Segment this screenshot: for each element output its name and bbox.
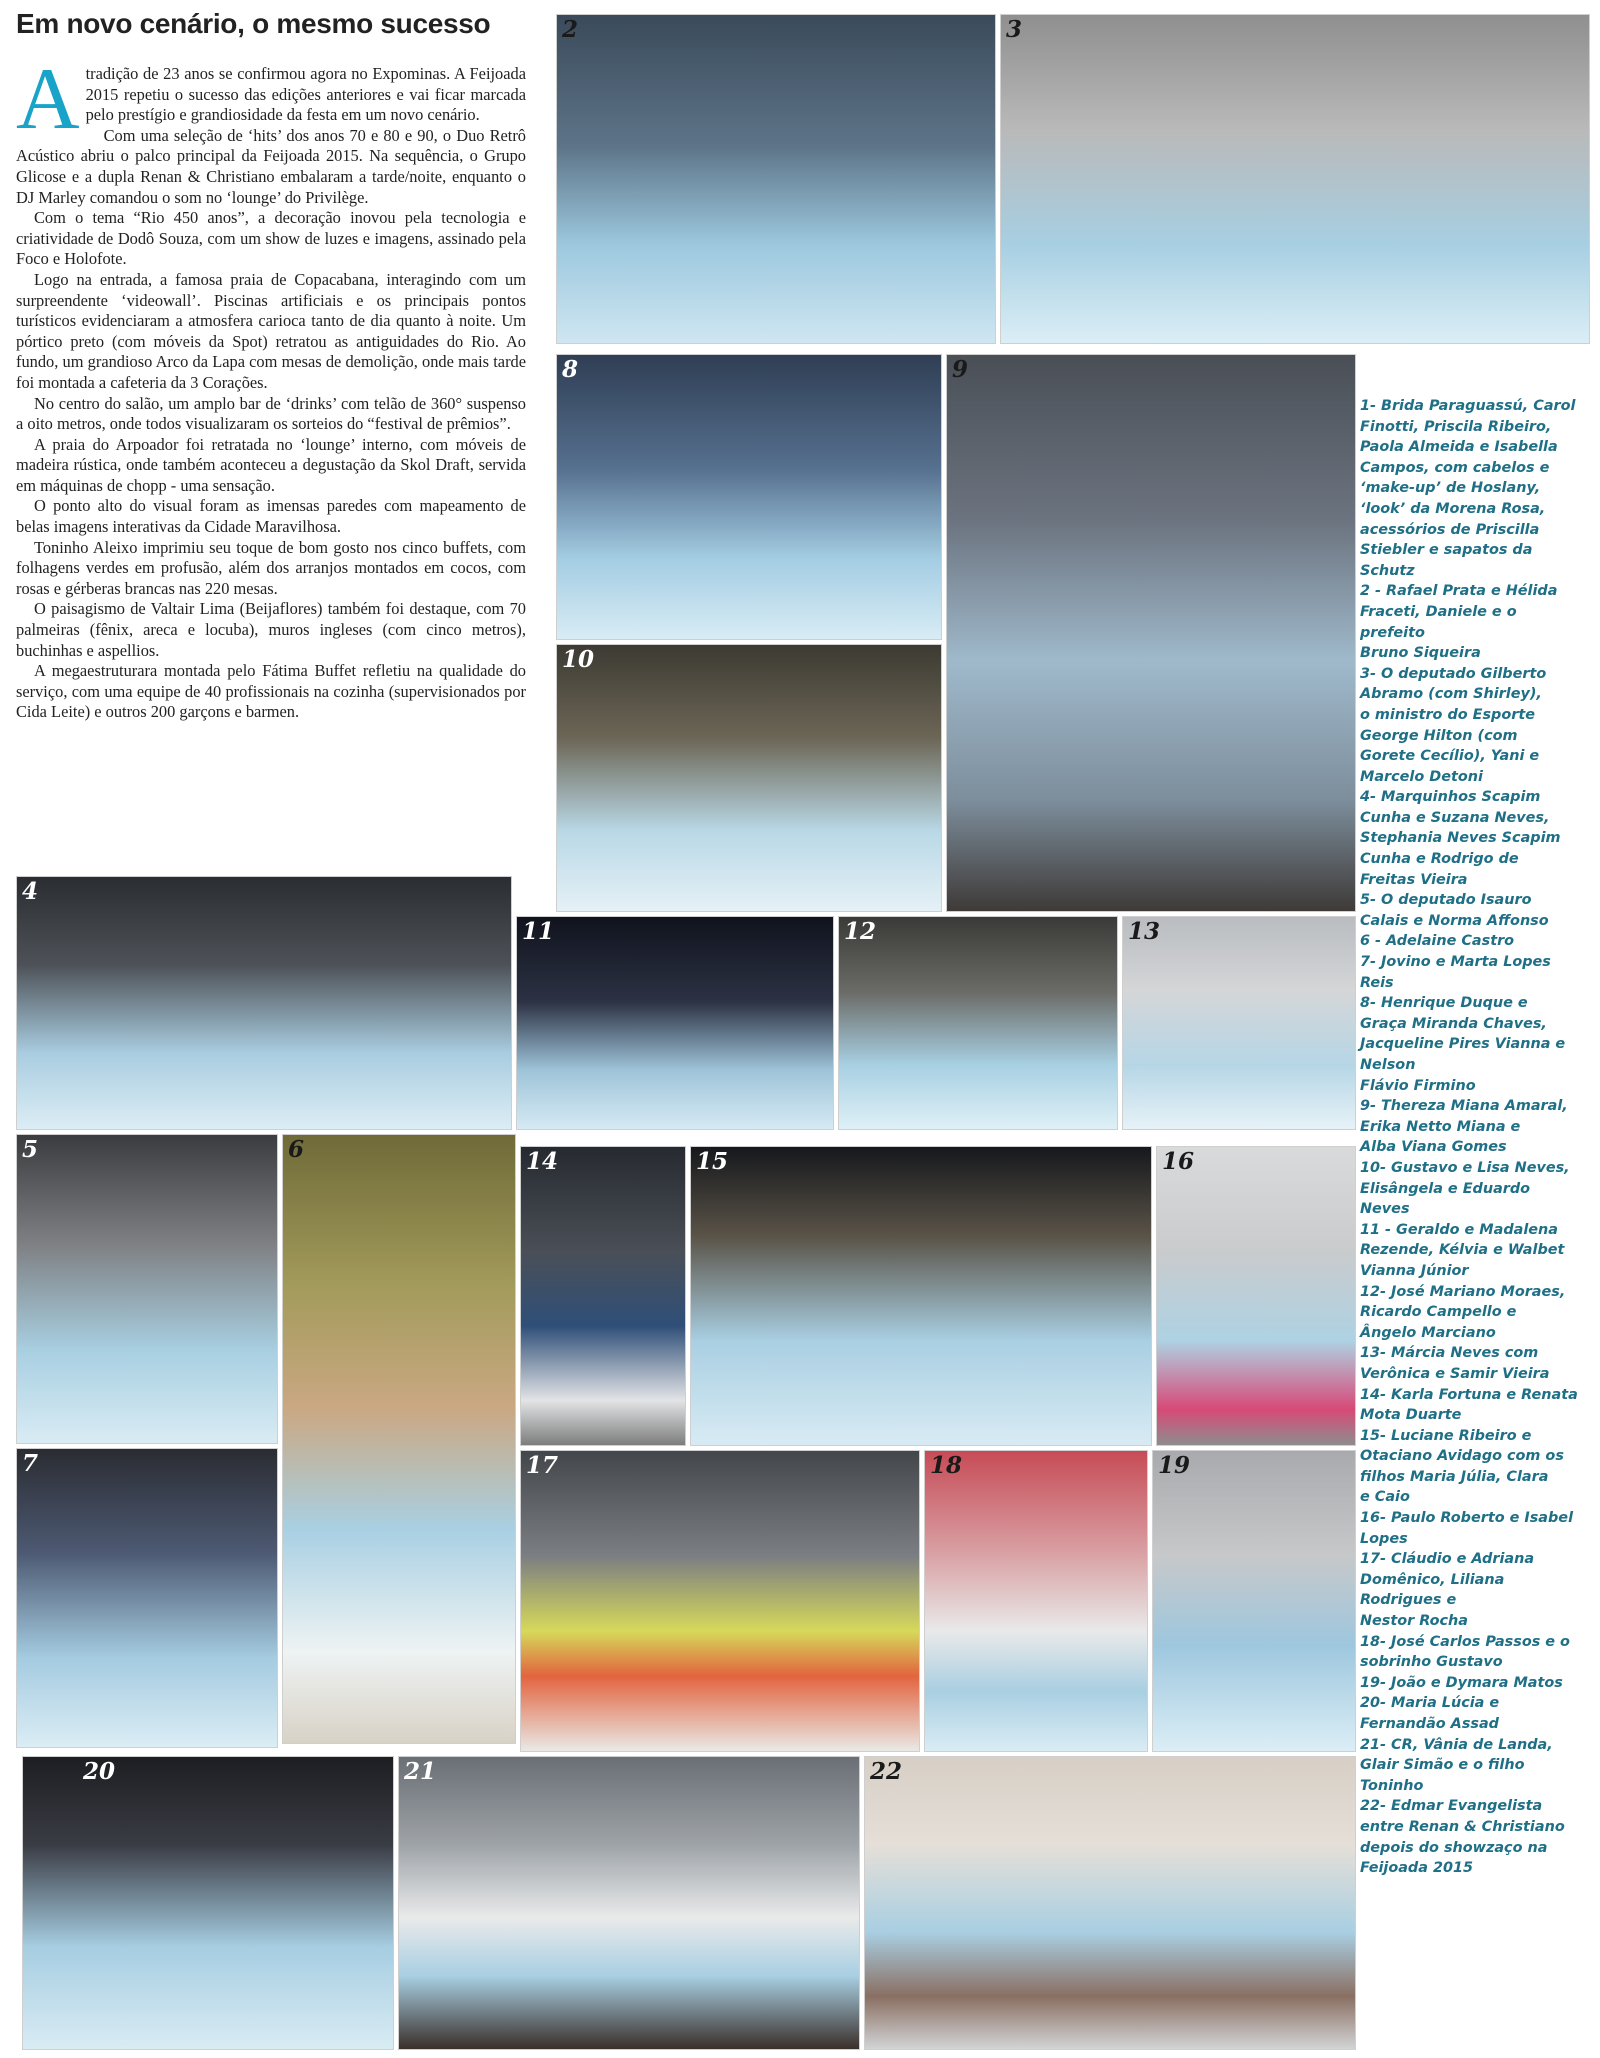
photo-number: 9 bbox=[952, 356, 969, 383]
photo-16 bbox=[1156, 1146, 1356, 1446]
caption-line: Elisângela e Eduardo bbox=[1360, 1180, 1531, 1197]
photo-number: 8 bbox=[562, 356, 579, 383]
caption-line: depois do showzaço na bbox=[1360, 1839, 1548, 1856]
photo-2 bbox=[556, 14, 996, 344]
caption-line: Fraceti, Daniele e o bbox=[1360, 603, 1517, 620]
article-paragraph: A praia do Arpoador foi retratada no ‘lounge’ interno, com móveis de madeira rústica, onde também aconteceu a degustação da Skol Draft, servida em máquinas de chopp - uma sensação. bbox=[16, 434, 526, 495]
caption-line: Cunha e Rodrigo de bbox=[1360, 851, 1519, 868]
caption-line: sobrinho Gustavo bbox=[1360, 1654, 1503, 1671]
caption-line: Rezende, Kélvia e Walbet bbox=[1360, 1242, 1565, 1259]
caption-line: George Hilton (com bbox=[1360, 727, 1518, 744]
caption-line: 19- João e Dymara Matos bbox=[1360, 1674, 1563, 1691]
photo-19 bbox=[1152, 1450, 1356, 1752]
caption-line: Rodrigues e bbox=[1360, 1592, 1457, 1609]
caption-line: 5- O deputado Isauro bbox=[1360, 892, 1532, 909]
photo-9 bbox=[946, 354, 1356, 912]
caption-line: Stiebler e sapatos da bbox=[1360, 542, 1533, 559]
caption-line: 16- Paulo Roberto e Isabel bbox=[1360, 1510, 1573, 1527]
caption-line: Finotti, Priscila Ribeiro, bbox=[1360, 418, 1552, 435]
photo-number: 22 bbox=[870, 1758, 903, 1785]
caption-line: 17- Cláudio e Adriana bbox=[1360, 1551, 1535, 1568]
article-paragraph: Com o tema “Rio 450 anos”, a decoração inovou pela tecnologia e criatividade de Dodô Souza, com um show de luzes e imagens, assinado pela Foco e Holofote. bbox=[16, 208, 526, 269]
caption-line: ‘make-up’ de Hoslany, bbox=[1360, 480, 1541, 497]
photo-number: 17 bbox=[526, 1452, 559, 1479]
caption-line: Fernandão Assad bbox=[1360, 1716, 1499, 1732]
caption-line: 3- O deputado Gilberto bbox=[1360, 665, 1547, 682]
caption-line: Bruno Siqueira bbox=[1360, 645, 1481, 662]
caption-line: Campos, com cabelos e bbox=[1360, 459, 1550, 476]
photo-15 bbox=[690, 1146, 1152, 1446]
caption-line: 12- José Mariano Moraes, bbox=[1360, 1283, 1566, 1300]
caption-line: Alba Viana Gomes bbox=[1360, 1139, 1507, 1156]
caption-line: filhos Maria Júlia, Clara bbox=[1360, 1468, 1549, 1485]
article-paragraph: Com uma seleção de ‘hits’ dos anos 70 e 80 e 90, o Duo Retrô Acústico abriu o palco principal da Feijoada 2015. Na sequência, o Grupo Glicose e a dupla Renan & Christiano embalaram a tarde/noite, enquanto o DJ Marley comandou o som no ‘lounge’ do Privilège. bbox=[16, 125, 526, 207]
caption-line: Verônica e Samir Vieira bbox=[1360, 1365, 1550, 1382]
caption-line: 4- Marquinhos Scapim bbox=[1360, 789, 1541, 806]
caption-line: Cunha e Suzana Neves, bbox=[1360, 809, 1550, 826]
photo-number: 6 bbox=[288, 1136, 305, 1163]
caption-line: 1- Brida Paraguassú, Carol bbox=[1360, 398, 1576, 414]
photo-11 bbox=[516, 916, 834, 1130]
photo-18 bbox=[924, 1450, 1148, 1752]
photo-4 bbox=[16, 876, 512, 1130]
caption-line: 20- Maria Lúcia e bbox=[1360, 1695, 1500, 1712]
caption-line: Graça Miranda Chaves, bbox=[1360, 1015, 1547, 1032]
photo-6 bbox=[282, 1134, 516, 1744]
photo-number: 19 bbox=[1158, 1452, 1191, 1479]
headline: Em novo cenário, o mesmo sucesso bbox=[16, 8, 491, 39]
caption-line: 8- Henrique Duque e bbox=[1360, 995, 1528, 1012]
article-paragraph: No centro do salão, um amplo bar de ‘drinks’ com telão de 360° suspenso a oito metros, onde todos visualizaram os sorteios do “festival de prêmios”. bbox=[16, 393, 526, 434]
caption-line: Vianna Júnior bbox=[1360, 1262, 1469, 1279]
photo-number: 12 bbox=[844, 918, 877, 945]
photo-number: 5 bbox=[22, 1136, 39, 1163]
photo-20 bbox=[22, 1756, 394, 2050]
caption-line: Stephania Neves Scapim bbox=[1360, 830, 1561, 847]
photo-17 bbox=[520, 1450, 920, 1752]
article-paragraph: O paisagismo de Valtair Lima (Beijaflores) também foi destaque, com 70 palmeiras (fênix, areca e locuba), muros ingleses (com cinco metros), buchinhas e aspellios. bbox=[16, 599, 526, 660]
caption-line: 21- CR, Vânia de Landa, bbox=[1360, 1736, 1553, 1753]
caption-line: ‘look’ da Morena Rosa, bbox=[1360, 500, 1546, 517]
photo-22 bbox=[864, 1756, 1356, 2050]
photo-number: 16 bbox=[1162, 1148, 1195, 1175]
photo-number: 11 bbox=[522, 918, 555, 945]
photo-number: 21 bbox=[404, 1758, 437, 1785]
article-paragraph: Toninho Aleixo imprimiu seu toque de bom gosto nos cinco buffets, com folhagens verdes em profusão, além dos arranjos montados em cocos, com rosas e gérberas brancas nas 220 mesas. bbox=[16, 537, 526, 598]
photo-13 bbox=[1122, 916, 1356, 1130]
photo-number: 15 bbox=[696, 1148, 729, 1175]
caption-line: Gorete Cecílio), Yani e bbox=[1360, 748, 1540, 765]
caption-line: entre Renan & Christiano bbox=[1360, 1818, 1565, 1835]
photo-5 bbox=[16, 1134, 278, 1444]
photo-number: 14 bbox=[526, 1148, 559, 1175]
caption-line: 6 - Adelaine Castro bbox=[1360, 933, 1515, 950]
photo-10 bbox=[556, 644, 942, 912]
caption-line: Feijoada 2015 bbox=[1360, 1860, 1474, 1877]
caption-line: e Caio bbox=[1360, 1489, 1410, 1506]
drop-cap: A bbox=[16, 51, 80, 148]
photo-number: 10 bbox=[562, 646, 595, 673]
caption-line: Otaciano Avidago com os bbox=[1360, 1448, 1564, 1465]
caption-line: Neves bbox=[1360, 1201, 1410, 1218]
caption-line: Jacqueline Pires Vianna e bbox=[1360, 1036, 1566, 1053]
caption-line: 13- Márcia Neves com bbox=[1360, 1345, 1539, 1362]
caption-line: o ministro do Esporte bbox=[1360, 706, 1535, 723]
photo-7 bbox=[16, 1448, 278, 1748]
caption-line: Mota Duarte bbox=[1360, 1407, 1462, 1424]
photo-captions bbox=[1360, 396, 1592, 1879]
caption-line: Ângelo Marciano bbox=[1360, 1324, 1496, 1341]
caption-line: 15- Luciane Ribeiro e bbox=[1360, 1427, 1532, 1444]
photo-number: 13 bbox=[1128, 918, 1161, 945]
caption-line: Reis bbox=[1360, 974, 1394, 991]
caption-line: 7- Jovino e Marta Lopes bbox=[1360, 954, 1551, 971]
photo-number: 18 bbox=[930, 1452, 963, 1479]
caption-line: Marcelo Detoni bbox=[1360, 768, 1483, 785]
caption-line: Abramo (com Shirley), bbox=[1360, 686, 1542, 703]
caption-line: Nestor Rocha bbox=[1360, 1613, 1468, 1630]
photo-number: 4 bbox=[22, 878, 39, 905]
caption-line: Toninho bbox=[1360, 1777, 1424, 1794]
caption-line: 9- Thereza Miana Amaral, bbox=[1360, 1098, 1568, 1115]
caption-line: Ricardo Campello e bbox=[1360, 1304, 1517, 1321]
photo-number: 20 bbox=[83, 1758, 116, 1785]
caption-line: Calais e Norma Affonso bbox=[1360, 912, 1549, 929]
caption-line: 11 - Geraldo e Madalena bbox=[1360, 1221, 1558, 1238]
photo-21 bbox=[398, 1756, 860, 2050]
caption-line: Flávio Firmino bbox=[1360, 1077, 1476, 1094]
photo-12 bbox=[838, 916, 1118, 1130]
photo-14 bbox=[520, 1146, 686, 1446]
article-paragraph: Logo na entrada, a famosa praia de Copacabana, interagindo com um surpreendente ‘videowall’. Piscinas artificiais e os principais pontos turísticos evidenciaram a atmosfera carioca tanto de dia quanto à noite. Um pórtico preto (com móveis da Spot) retratou as antiguidades do Rio. Ao fundo, um grandioso Arco da Lapa com mesas de demolição, onde mais tarde foi montada a cafeteria da 3 Corações. bbox=[16, 269, 526, 392]
caption-line: 2 - Rafael Prata e Hélida bbox=[1360, 583, 1558, 600]
caption-line: Glair Simão e o filho bbox=[1360, 1757, 1525, 1774]
caption-line: prefeito bbox=[1360, 624, 1425, 641]
caption-line: Schutz bbox=[1360, 562, 1415, 579]
caption-line: 14- Karla Fortuna e Renata bbox=[1360, 1386, 1578, 1403]
photo-number: 7 bbox=[22, 1450, 39, 1477]
caption-line: acessórios de Priscilla bbox=[1360, 521, 1540, 538]
caption-line: Freitas Vieira bbox=[1360, 871, 1468, 888]
article-paragraph: tradição de 23 anos se confirmou agora no Expominas. A Feijoada 2015 repetiu o sucesso das edições anteriores e vai ficar marcada pelo prestígio e grandiosidade da festa em um novo cenário. bbox=[85, 64, 526, 125]
caption-line: 10- Gustavo e Lisa Neves, bbox=[1360, 1159, 1570, 1176]
caption-line: Nelson bbox=[1360, 1057, 1416, 1073]
photo-number: 3 bbox=[1006, 16, 1023, 43]
caption-line: Lopes bbox=[1360, 1530, 1408, 1547]
caption-line: Paola Almeida e Isabella bbox=[1360, 439, 1558, 456]
caption-line: 18- José Carlos Passos e o bbox=[1360, 1633, 1570, 1650]
article-paragraph: O ponto alto do visual foram as imensas paredes com mapeamento de belas imagens interativas da Cidade Maravilhosa. bbox=[16, 496, 526, 537]
caption-line: 22- Edmar Evangelista bbox=[1360, 1798, 1543, 1815]
article-paragraph: A megaestruturara montada pelo Fátima Buffet refletiu na qualidade do serviço, com uma equipe de 40 profissionais na cozinha (supervisionados por Cida Leite) e outros 200 garçons e barmen. bbox=[16, 661, 526, 722]
photo-number: 2 bbox=[562, 16, 579, 43]
caption-line: Erika Netto Miana e bbox=[1360, 1118, 1521, 1135]
caption-line: Domênico, Liliana bbox=[1360, 1571, 1505, 1588]
photo-3 bbox=[1000, 14, 1590, 344]
photo-8 bbox=[556, 354, 942, 640]
article-body bbox=[16, 51, 526, 723]
